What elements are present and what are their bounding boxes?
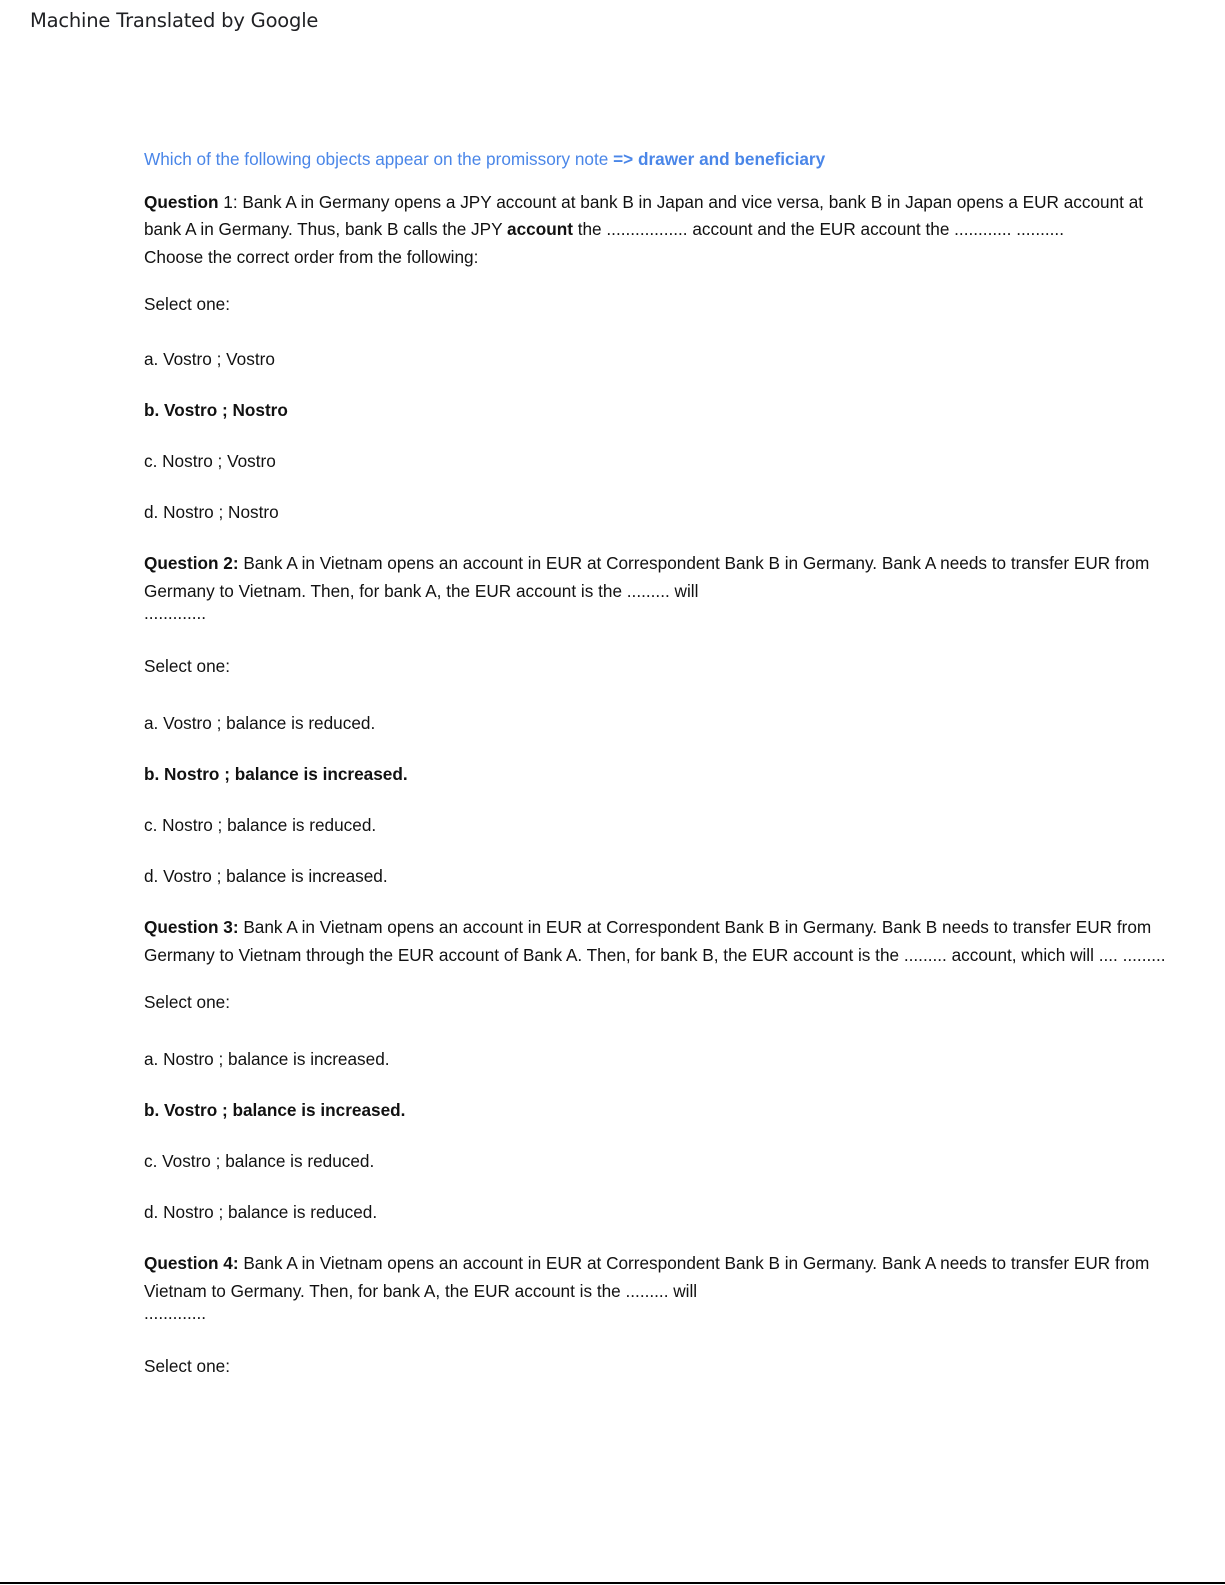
question-2-option-a[interactable]: a. Vostro ; balance is reduced. <box>144 712 376 733</box>
question-4-label: Question 4: <box>144 1253 239 1273</box>
question-4-select-label: Select one: <box>144 1356 230 1376</box>
hint-line <box>144 146 1184 174</box>
question-3-option-a[interactable]: a. Nostro ; balance is increased. <box>144 1048 390 1069</box>
question-1 <box>144 189 1184 527</box>
question-2-dots: ............. <box>144 603 207 623</box>
question-3-option-d[interactable]: d. Nostro ; balance is reduced. <box>144 1201 378 1222</box>
question-2-label: Question 2: <box>144 553 239 573</box>
question-3-select-label: Select one: <box>144 992 230 1012</box>
document-body <box>144 146 1184 1381</box>
question-2-text <box>144 550 1184 605</box>
question-1-option-d[interactable]: d. Nostro ; Nostro <box>144 501 279 522</box>
question-3 <box>144 914 1184 1226</box>
question-1-body-end: the ................. account and the EUR account the ............ .......... <box>572 219 1064 239</box>
question-1-bold-word: account <box>507 219 573 239</box>
question-2 <box>144 550 1184 890</box>
question-4-body: Bank A in Vietnam opens an account in EUR at Correspondent Bank B in Germany. Bank A needs to transfer EUR from Vietnam to Germany. Then, for bank A, the EUR account is the ......... will <box>144 1253 1150 1301</box>
question-3-label: Question 3: <box>144 917 239 937</box>
machine-translation-banner: Machine Translated by Google <box>30 9 319 32</box>
question-4 <box>144 1250 1184 1381</box>
question-1-body: 1: Bank A in Germany opens a JPY account at bank B in Japan and vice versa, bank B in Japan opens a EUR account at bank A in Germany. Thus, bank B calls the JPY <box>144 191 1144 239</box>
hint-answer: => drawer and beneficiary <box>613 149 826 169</box>
question-3-option-b[interactable]: b. Vostro ; balance is increased. <box>144 1099 406 1120</box>
question-1-text <box>144 189 1184 244</box>
question-3-text <box>144 914 1184 969</box>
page-bottom-rule <box>0 1582 1225 1584</box>
hint-text: Which of the following objects appear on the promissory note <box>144 149 614 169</box>
question-1-option-b[interactable]: b. Vostro ; Nostro <box>144 399 288 420</box>
question-1-select-label: Select one: <box>144 294 230 314</box>
question-2-select-label: Select one: <box>144 656 230 676</box>
question-2-option-d[interactable]: d. Vostro ; balance is increased. <box>144 865 388 886</box>
question-1-label: Question <box>144 191 219 212</box>
question-1-option-c[interactable]: c. Nostro ; Vostro <box>144 450 276 471</box>
question-1-option-a[interactable]: a. Vostro ; Vostro <box>144 348 275 369</box>
question-2-option-c[interactable]: c. Nostro ; balance is reduced. <box>144 814 377 835</box>
question-3-option-c[interactable]: c. Vostro ; balance is reduced. <box>144 1150 375 1171</box>
question-2-body: Bank A in Vietnam opens an account in EUR at Correspondent Bank B in Germany. Bank A needs to transfer EUR from Germany to Vietnam. Then, for bank A, the EUR account is the ......... will <box>144 553 1150 601</box>
question-2-option-b[interactable]: b. Nostro ; balance is increased. <box>144 763 408 784</box>
question-4-dots: ............. <box>144 1303 207 1323</box>
question-1-instruction: Choose the correct order from the following: <box>144 246 479 267</box>
question-3-body: Bank A in Vietnam opens an account in EUR at Correspondent Bank B in Germany. Bank B needs to transfer EUR from Germany to Vietnam through the EUR account of Bank A. Then, for bank B, the EUR account is the ......... account, which will .... ......... <box>144 917 1166 965</box>
question-4-text <box>144 1250 1184 1305</box>
